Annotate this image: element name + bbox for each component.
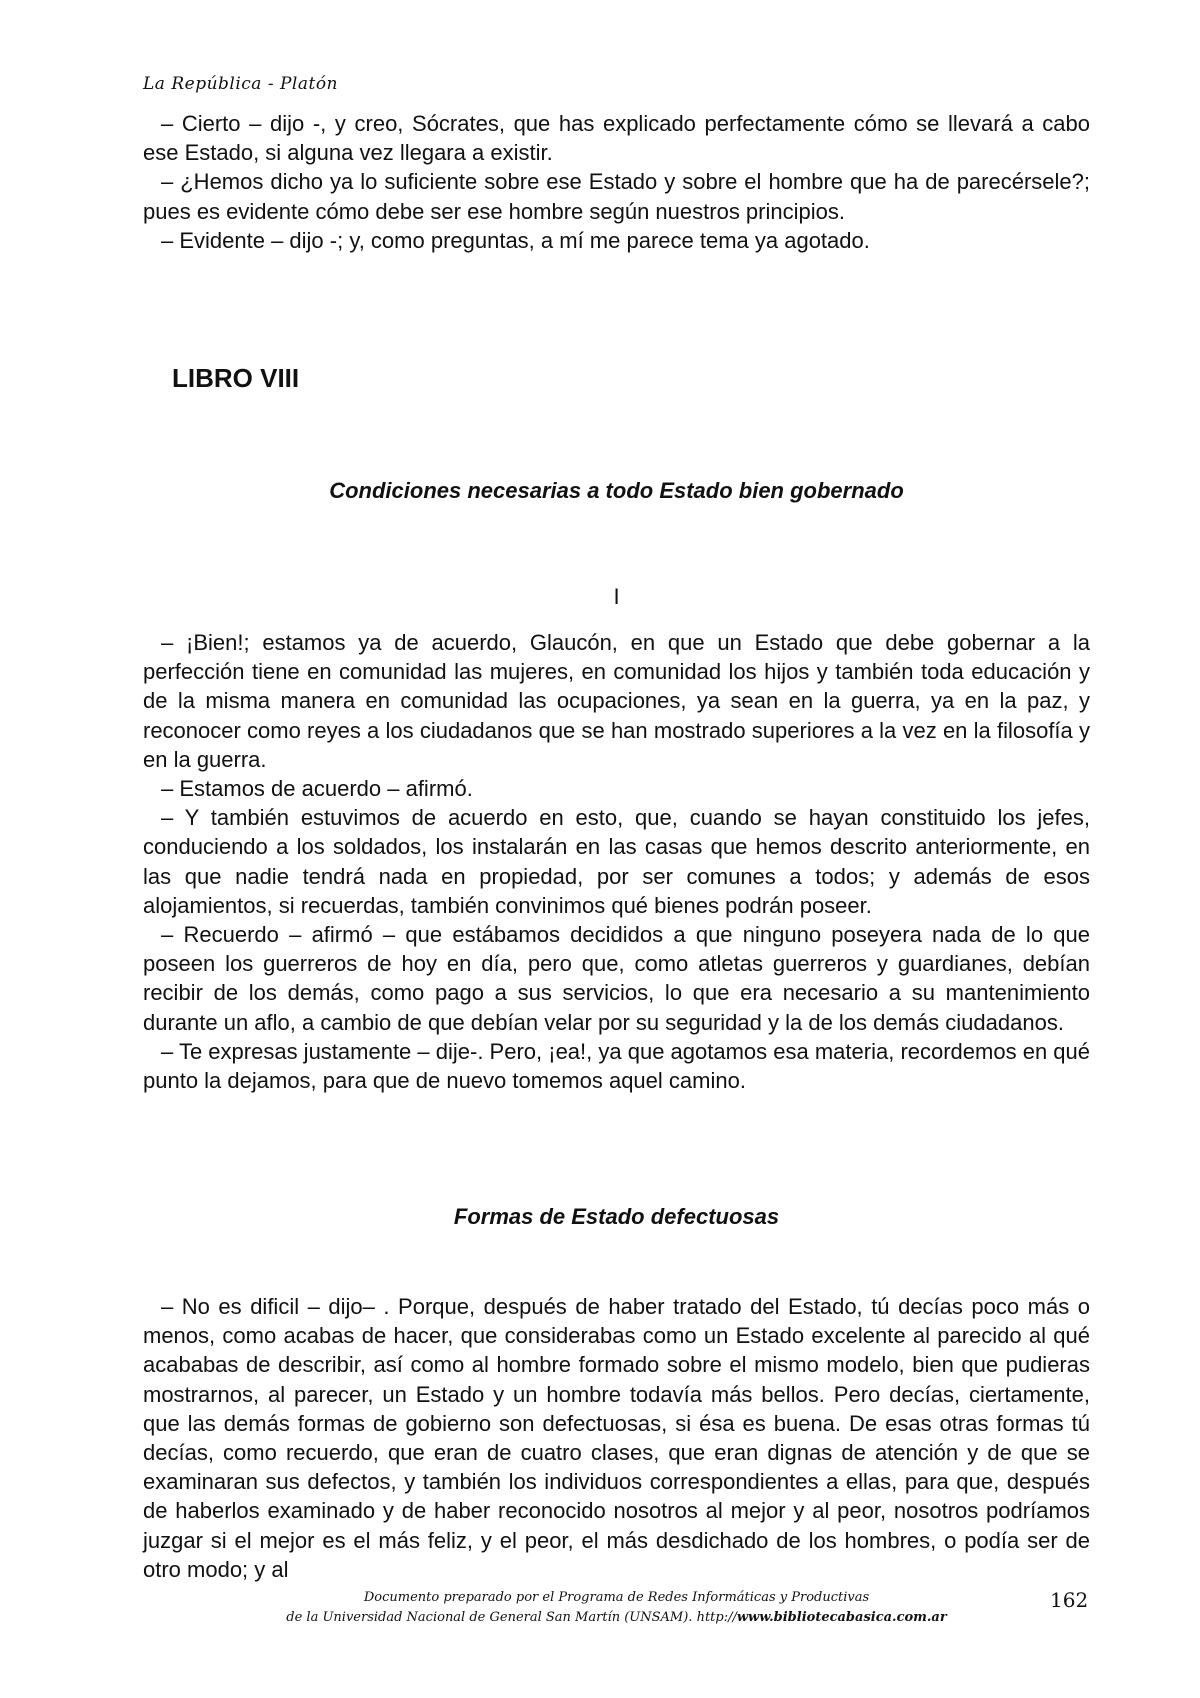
book-title: LIBRO VIII xyxy=(172,363,300,393)
running-header: La República - Platón xyxy=(143,74,339,94)
paragraph: – Estamos de acuerdo – afirmó. xyxy=(161,776,473,802)
paragraph: – ¿Hemos dicho ya lo suficiente sobre ese Estado y sobre el hombre que ha de parecérsele?; pues es evidente cómo debe ser ese hombre según nuestros principios. xyxy=(143,169,1090,224)
paragraph: – Recuerdo – afirmó – que estábamos decididos a que ninguno poseyera nada de lo que poseen los guerreros de hoy en día, pero que, como atletas guerreros y guardianes, debían recibir de los demás, como pago a sus servicios, lo que era necesario a su mantenimiento durante un aflo, a cambio de que debían velar por su seguridad y la de los demás ciudadanos. xyxy=(143,922,1090,1035)
footer-line-2 xyxy=(143,1608,1090,1628)
section-2-text xyxy=(143,1292,1090,1584)
footer-url: www.bibliotecabasica.com.ar xyxy=(736,1610,947,1625)
paragraph: – Te expresas justamente – dije-. Pero, ¡ea!, ya que agotamos esa materia, recordemos en qué punto la dejamos, para que de nuevo tomemos aquel camino. xyxy=(143,1038,1090,1094)
section-title-2: Formas de Estado defectuosas xyxy=(453,1204,780,1229)
section-numeral: I xyxy=(613,584,620,609)
footer-line-1: Documento preparado por el Programa de Redes Informáticas y Productivas xyxy=(363,1590,870,1605)
section-1-text xyxy=(143,628,1090,1095)
paragraph: – Y también estuvimos de acuerdo en esto, que, cuando se hayan constituido los jefes, conduciendo a los soldados, los instalarán en las casas que hemos descrito anteriormente, en las que nadie tendrá nada en propiedad, por ser comunes a todos; y además de esos alojamientos, si recuerdas, también convinimos qué bienes podrán poseer. xyxy=(143,805,1090,918)
footer-credit xyxy=(143,1588,1090,1628)
paragraph: – ¡Bien!; estamos ya de acuerdo, Glaucón, en que un Estado que debe gobernar a la perfección tiene en comunidad las mujeres, en comunidad los hijos y también toda educación y de la misma manera en comunidad las ocupaciones, ya sean en la guerra, ya en la paz, y reconocer como reyes a los ciudadanos que se han mostrado superiores a la vez en la filosofía y en la guerra. xyxy=(143,630,1090,772)
intro-text xyxy=(143,109,1090,255)
paragraph: – Evidente – dijo -; y, como preguntas, a mí me parece tema ya agotado. xyxy=(161,227,870,253)
footer-line-2-text: de la Universidad Nacional de General San Martín (UNSAM). http:// xyxy=(286,1610,737,1625)
paragraph: – Cierto – dijo -, y creo, Sócrates, que has explicado perfectamente cómo se llevará a cabo ese Estado, si alguna vez llegara a existir. xyxy=(143,111,1090,166)
section-title-1: Condiciones necesarias a todo Estado bien gobernado xyxy=(329,478,904,503)
page-number: 162 xyxy=(1050,1588,1089,1612)
paragraph: – No es dificil – dijo– . Porque, después de haber tratado del Estado, tú decías poco más o menos, como acabas de hacer, que considerabas como un Estado excelente al parecido al qué acababas de describir, así como al hombre formado sobre el mismo modelo, bien que pudieras mostrarnos, al parecer, un Estado y un hombre todavía más bellos. Pero decías, ciertamente, que las demás formas de gobierno son defectuosas, si ésa es buena. De esas otras formas tú decías, como recuerdo, que eran de cuatro clases, que eran dignas de atención y de que se examinaran sus defectos, y también los individuos correspondientes a ellas, para que, después de haberlos examinado y de haber reconocido nosotros al mejor y al peor, nosotros podríamos juzgar si el mejor es el más feliz, y el peor, el más desdichado de los hombres, o podía ser de otro modo; y al xyxy=(143,1294,1090,1582)
